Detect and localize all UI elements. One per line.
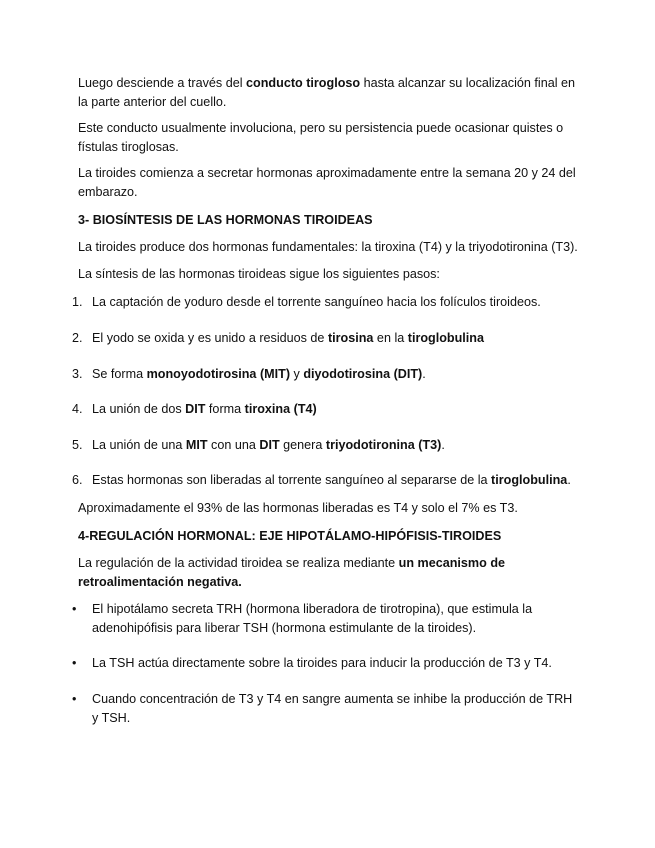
bullet-icon: • [72, 602, 77, 617]
list-item: • El hipotálamo secreta TRH (hormona liberadora de tirotropina), que estimula la adenohipófisis para liberar TSH (hormona estimulante de la tiroides). [72, 602, 533, 635]
paragraph-involucion: Este conducto usualmente involuciona, pero su persistencia puede ocasionar quistes o fístulas tiroglosas. [78, 121, 564, 154]
list-number: 2. [72, 330, 83, 345]
bullet-icon: • [72, 656, 77, 671]
document-body [72, 74, 578, 727]
section-heading-biosintesis: 3- BIOSÍNTESIS DE LAS HORMONAS TIROIDEAS [78, 212, 373, 227]
paragraph-sintesis-intro: La síntesis de las hormonas tiroideas sigue los siguientes pasos: [78, 266, 440, 281]
list-number: 5. [72, 437, 83, 452]
list-item: 3. Se forma monoyodotirosina (MIT) y diyodotirosina (DIT). [78, 365, 578, 384]
section-heading-regulacion: 4-REGULACIÓN HORMONAL: EJE HIPOTÁLAMO-HIPÓFISIS-TIROIDES [78, 528, 502, 543]
synthesis-steps-list [72, 293, 578, 490]
list-item: 1. La captación de yoduro desde el torrente sanguíneo hacia los folículos tiroideos. [78, 293, 578, 312]
list-item: 2. El yodo se oxida y es unido a residuos de tirosina en la tiroglobulina [78, 329, 578, 348]
paragraph-porcentajes: Aproximadamente el 93% de las hormonas liberadas es T4 y solo el 7% es T3. [78, 500, 518, 515]
bullet-icon: • [72, 692, 77, 707]
regulation-bullet-list [72, 600, 578, 727]
paragraph-regulacion: La regulación de la actividad tiroidea se realiza mediante un mecanismo de retroalimentación negativa. [78, 556, 506, 589]
list-item: 6. Estas hormonas son liberadas al torrente sanguíneo al separarse de la tiroglobulina. [78, 471, 578, 490]
list-number: 3. [72, 366, 83, 381]
list-item: 5. La unión de una MIT con una DIT genera triyodotironina (T3). [78, 436, 578, 455]
list-item: • Cuando concentración de T3 y T4 en sangre aumenta se inhibe la producción de TRH y TSH. [72, 692, 573, 725]
paragraph-secrecion: La tiroides comienza a secretar hormonas aproximadamente entre la semana 20 y 24 del embarazo. [78, 166, 576, 199]
list-item: 4. La unión de dos DIT forma tiroxina (T4) [78, 400, 578, 419]
list-item: • La TSH actúa directamente sobre la tiroides para inducir la producción de T3 y T4. [78, 654, 578, 673]
list-number: 6. [72, 473, 83, 488]
list-number: 1. [72, 295, 83, 310]
paragraph-conducto-tirogloso: Luego desciende a través del conducto tirogloso hasta alcanzar su localización final en la parte anterior del cuello. [78, 76, 576, 109]
list-number: 4. [72, 402, 83, 417]
paragraph-hormonas: La tiroides produce dos hormonas fundamentales: la tiroxina (T4) y la triyodotironina (T3). [78, 240, 578, 255]
